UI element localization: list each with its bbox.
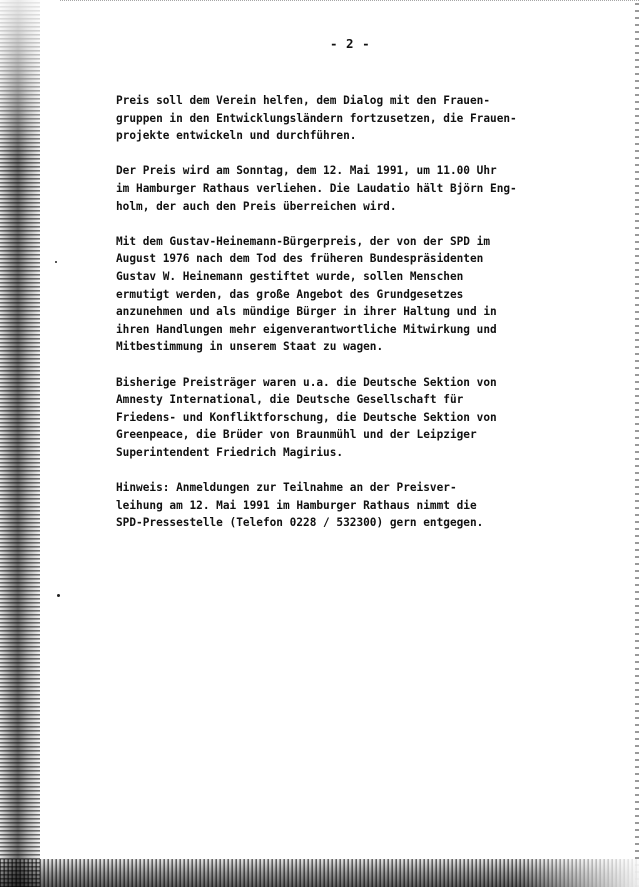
text-line: ermutigt werden, das große Angebot des Grundgesetzes — [116, 287, 464, 301]
text-line: gruppen in den Entwicklungsländern fortzusetzen, die Frauen- — [116, 111, 517, 125]
scan-edge-bottom-fade — [519, 859, 639, 887]
paragraph-preis-verein — [116, 92, 556, 145]
text-line: Greenpeace, die Brüder von Braunmühl und der Leipziger — [116, 428, 477, 442]
text-line: Superintendent Friedrich Magirius. — [116, 445, 344, 459]
paragraph-verleihung — [116, 162, 556, 215]
paragraph-buergerpreis — [116, 233, 556, 356]
scan-edge-right — [635, 0, 639, 887]
body-text — [116, 92, 556, 549]
paragraph-hinweis — [116, 479, 556, 532]
text-line: projekte entwickeln und durchführen. — [116, 129, 357, 143]
text-line: Der Preis wird am Sonntag, dem 12. Mai 1991, um 11.00 Uhr — [116, 164, 497, 178]
text-line: Hinweis: Anmeldungen zur Teilnahme an der Preisver- — [116, 481, 457, 495]
text-line: Friedens- und Konfliktforschung, die Deutsche Sektion von — [116, 410, 497, 424]
paragraph-preistraeger — [116, 374, 556, 462]
text-line: im Hamburger Rathaus verliehen. Die Laudatio hält Björn Eng- — [116, 181, 517, 195]
text-line: August 1976 nach dem Tod des früheren Bundespräsidenten — [116, 252, 484, 266]
text-line: SPD-Pressestelle (Telefon 0228 / 532300) gern entgegen. — [116, 516, 484, 530]
text-line: holm, der auch den Preis überreichen wird. — [116, 199, 397, 213]
text-line: Preis soll dem Verein helfen, dem Dialog mit den Frauen- — [116, 94, 491, 107]
scan-edge-left-fade — [0, 0, 40, 160]
text-line: Mitbestimmung in unserem Staat zu wagen. — [116, 340, 384, 354]
scan-speck — [57, 594, 60, 597]
text-line: anzunehmen und als mündige Bürger in ihrer Haltung und in — [116, 305, 497, 319]
scan-speck — [55, 261, 57, 263]
text-line: Bisherige Preisträger waren u.a. die Deutsche Sektion von — [116, 375, 497, 389]
page-number: - 2 - — [330, 36, 371, 51]
text-line: Mit dem Gustav-Heinemann-Bürgerpreis, der von der SPD im — [116, 234, 491, 248]
text-line: leihung am 12. Mai 1991 im Hamburger Rathaus nimmt die — [116, 498, 477, 512]
scan-edge-top — [60, 0, 639, 15]
text-line: Gustav W. Heinemann gestiftet wurde, sollen Menschen — [116, 269, 464, 283]
text-line: ihren Handlungen mehr eigenverantwortliche Mitwirkung und — [116, 322, 497, 336]
text-line: Amnesty International, die Deutsche Gesellschaft für — [116, 393, 464, 407]
